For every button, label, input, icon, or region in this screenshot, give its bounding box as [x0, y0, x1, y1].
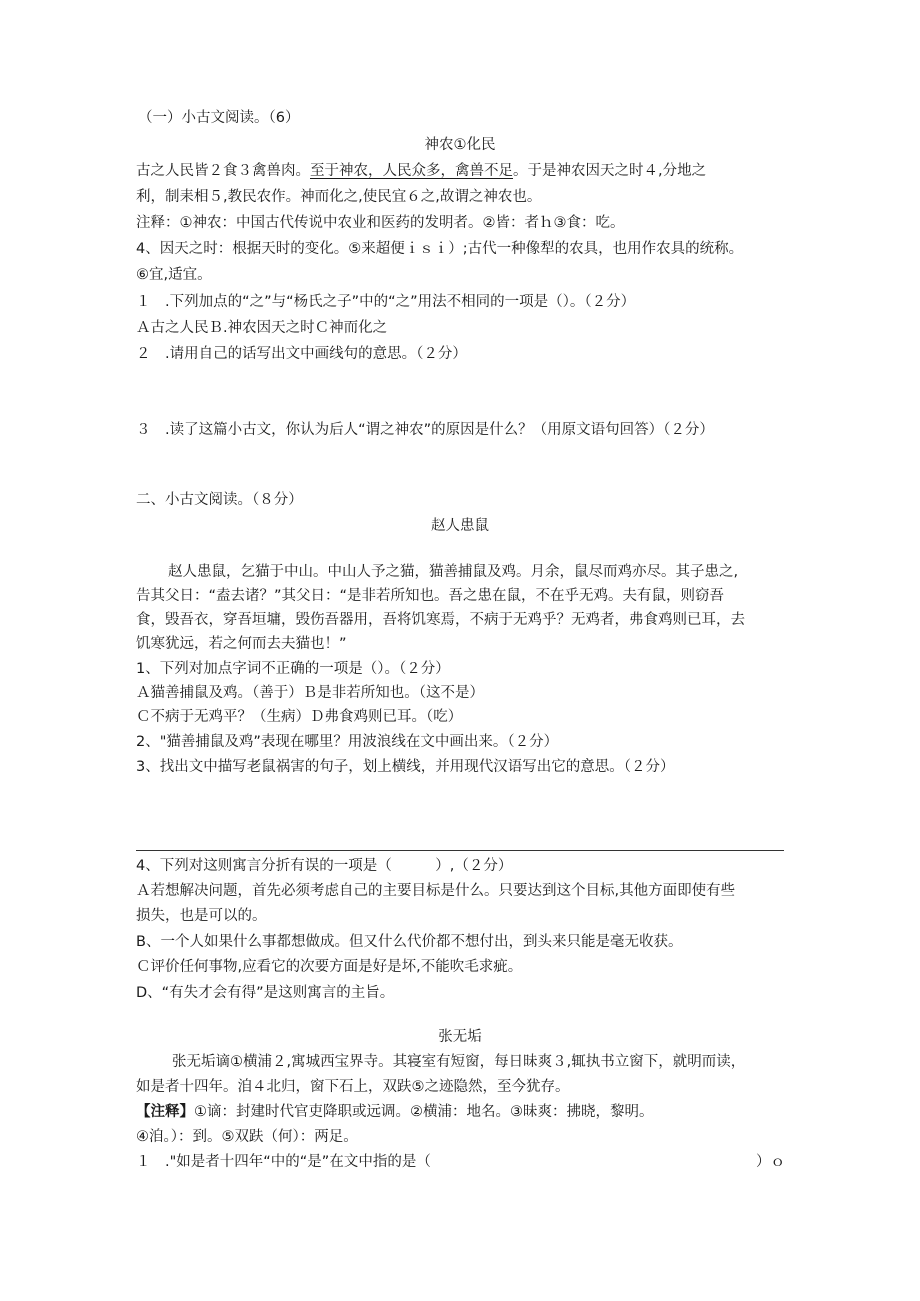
passage-line: 食，毁吾衣，穿吾垣墉，毁伤吾器用，吾将饥寒焉，不病于无鸡乎？无鸡者，弗食鸡则已耳，去	[136, 612, 745, 628]
section-two-heading: 二、小古文阅读。（８分）	[136, 492, 303, 508]
question-3: 3、找出文中描写老鼠祸害的句子，划上横线，并用现代汉语写出它的意思。（２分）	[136, 759, 675, 775]
note-line: 4、因天之时：根据天时的变化。⑤来超便ｉｓｉ）;古代一种像犁的农具，也用作农具的统称。	[136, 241, 744, 257]
question-1-options: Ａ古之人民Ｂ.神农因天之时Ｃ神而化之	[136, 320, 388, 336]
note-line: ④洎。）：到。⑤双趺（何）：两足。	[136, 1129, 358, 1145]
underlined-sentence: 至于神农，人民众多，禽兽不足	[310, 163, 513, 179]
note-text: ①谪：封建时代官吏降职或远调。②横浦：地名。③昧爽：拂晓，黎明。	[194, 1104, 654, 1120]
passage-line: 利，制耒相５,教民农作。神而化之,使民宜６之,故谓之神农也。	[136, 189, 542, 205]
section-one-heading: （一）小古文阅读。（6）	[138, 110, 300, 126]
note-label: 【注释】	[136, 1104, 194, 1120]
passage-line: 告其父日：“盍去诸？”其父日：“是非若所知也。吾之患在鼠，不在乎无鸡。夫有鼠，则窃吾	[136, 588, 725, 604]
passage-line: 张无垢谪①横浦２,寓城西宝界寺。其寝室有短窗，每日昧爽３,辄执书立窗下，就明而读，	[172, 1054, 746, 1070]
note-line	[136, 1102, 654, 1122]
question-1: 1、下列对加点字词不正确的一项是（）。（２分）	[136, 661, 450, 677]
question-1-end: ）ｏ	[756, 1154, 785, 1170]
question-2: ２ .请用自己的话写出文中画线句的意思。（２分）	[136, 346, 467, 362]
question-1: １ ."如是者十四年“中的“是”在文中指的是（	[136, 1154, 431, 1170]
question-2: 2、"猫善捕鼠及鸡”表现在哪里？用波浪线在文中画出来。（２分）	[136, 734, 559, 750]
option-d: D、“有失才会有得”是这则寓言的主旨。	[136, 985, 395, 1001]
option-a-cont: 损失，也是可以的。	[136, 908, 267, 924]
question-4: 4、下列对这则寓言分折有误的一项是（ ）,（２分）	[136, 858, 513, 874]
note-line: 注释：①神农：中国古代传说中农业和医药的发明者。②皆：者ｈ③食：吃。	[136, 215, 625, 231]
question-1-options: Ｃ不病于无鸡平？（生病）Ｄ弗食鸡则已耳。（吃）	[136, 709, 463, 725]
option-c: Ｃ评价任何事物,应看它的次要方面是好是坏,不能吹毛求疵。	[136, 959, 523, 975]
passage-text: 古之人民皆２食３禽兽肉。	[136, 163, 310, 179]
option-a: Ａ若想解决问题，首先必须考虑自己的主要目标是什么。只要达到这个目标,其他方面即使有些	[136, 883, 736, 899]
note-line: ⑥宜,适宜。	[136, 267, 212, 283]
passage-line	[136, 161, 706, 181]
section-one-title: 神农①化民	[424, 137, 496, 153]
passage-line: 赵人患鼠，乞猫于中山。中山人予之猫，猫善捕鼠及鸡。月余，鼠尽而鸡亦尽。其子患之,	[168, 564, 739, 580]
passage-text: 。于是神农因天之时４,分地之	[513, 163, 707, 179]
option-b: B、一个人如果什么事都想做成。但又什么代价都不想付出，到头来只能是毫无收获。	[136, 934, 683, 950]
passage-line: 饥寒犹远，若之何而去夫猫也！”	[136, 636, 347, 652]
section-two-title: 赵人患鼠	[431, 518, 489, 534]
passage-line: 如是者十四年。洎４北归，窗下石上，双趺⑤之迹隐然，至今犹存。	[136, 1079, 570, 1095]
question-1: １ .下列加点的“之”与“杨氏之子”中的“之”用法不相同的一项是（）。（２分）	[136, 294, 636, 310]
section-three-title: 张无垢	[438, 1029, 482, 1045]
divider-line	[136, 850, 784, 851]
question-3: ３ .读了这篇小古文，你认为后人“谓之神农”的原因是什么？（用原文语句回答）（２分）	[136, 422, 714, 438]
question-1-options: Ａ猫善捕鼠及鸡。（善于）Ｂ是非若所知也。（这不是）	[136, 685, 484, 701]
